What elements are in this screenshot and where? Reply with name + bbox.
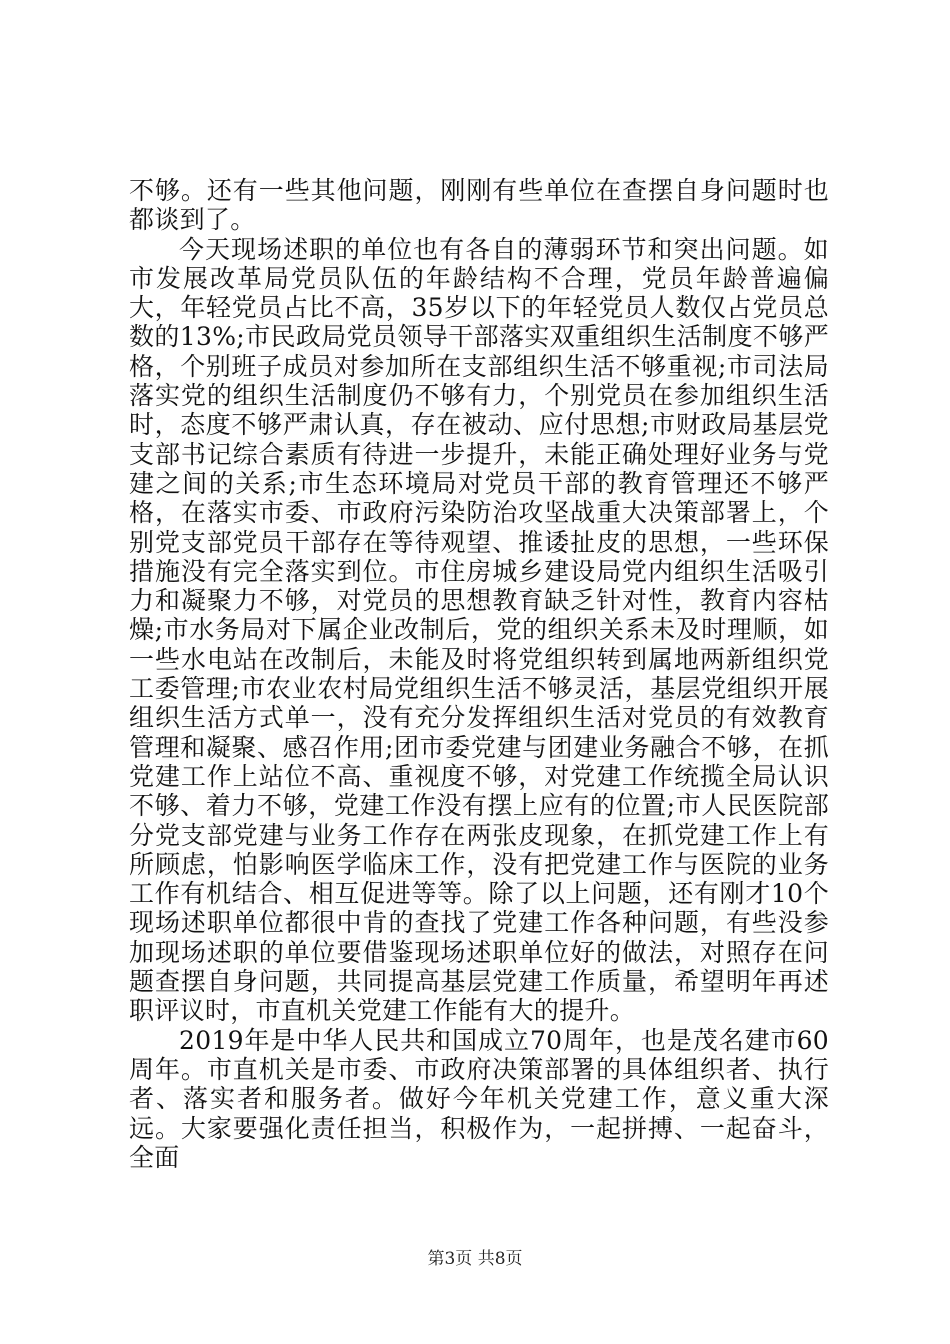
- body-text: [129, 176, 829, 1172]
- paragraph-2019: 2019年是中华人民共和国成立70周年，也是茂名建市60周年。市直机关是市委、市政府决策部署的具体组织者、执行者、落实者和服务者。做好今年机关党建工作，意义重大深远。大家要强化责任担当，积极作为，一起拼搏、一起奋斗，全面: [129, 1025, 829, 1172]
- paragraph-continuation: 不够。还有一些其他问题，刚刚有些单位在查摆自身问题时也都谈到了。: [129, 176, 829, 235]
- page-number-footer: 第3页 共8页: [427, 1249, 523, 1269]
- paragraph-problems: 今天现场述职的单位也有各自的薄弱环节和突出问题。如市发展改革局党员队伍的年龄结构不合理，党员年龄普遍偏大，年轻党员占比不高，35岁以下的年轻党员人数仅占党员总数的13%;市民政局党员领导干部落实双重组织生活制度不够严格，个别班子成员对参加所在支部组织生活不够重视;市司法局落实党的组织生活制度仍不够有力，个别党员在参加组织生活时，态度不够严肃认真，存在被动、应付思想;市财政局基层党支部书记综合素质有待进一步提升，未能正确处理好业务与党建之间的关系;市生态环境局对党员干部的教育管理还不够严格，在落实市委、市政府污染防治攻坚战重大决策部署上，个别党支部党员干部存在等待观望、推诿扯皮的思想，一些环保措施没有完全落实到位。市住房城乡建设局党内组织生活吸引力和凝聚力不够，对党员的思想教育缺乏针对性，教育内容枯燥;市水务局对下属企业改制后，党的组织关系未及时理顺，如一些水电站在改制后，未能及时将党组织转到属地两新组织党工委管理;市农业农村局党组织生活不够灵活，基层党组织开展组织生活方式单一，没有充分发挥组织生活对党员的有效教育管理和凝聚、感召作用;团市委党建与团建业务融合不够，在抓党建工作上站位不高、重视度不够，对党建工作统揽全局认识不够、着力不够，党建工作没有摆上应有的位置;市人民医院部分党支部党建与业务工作存在两张皮现象，在抓党建工作上有所顾虑，怕影响医学临床工作，没有把党建工作与医院的业务工作有机结合、相互促进等等。除了以上问题，还有刚才10个现场述职单位都很中肯的查找了党建工作各种问题，有些没参加现场述职的单位要借鉴现场述职单位好的做法，对照存在问题查摆自身问题，共同提高基层党建工作质量，希望明年再述职评议时，市直机关党建工作能有大的提升。: [129, 234, 829, 1026]
